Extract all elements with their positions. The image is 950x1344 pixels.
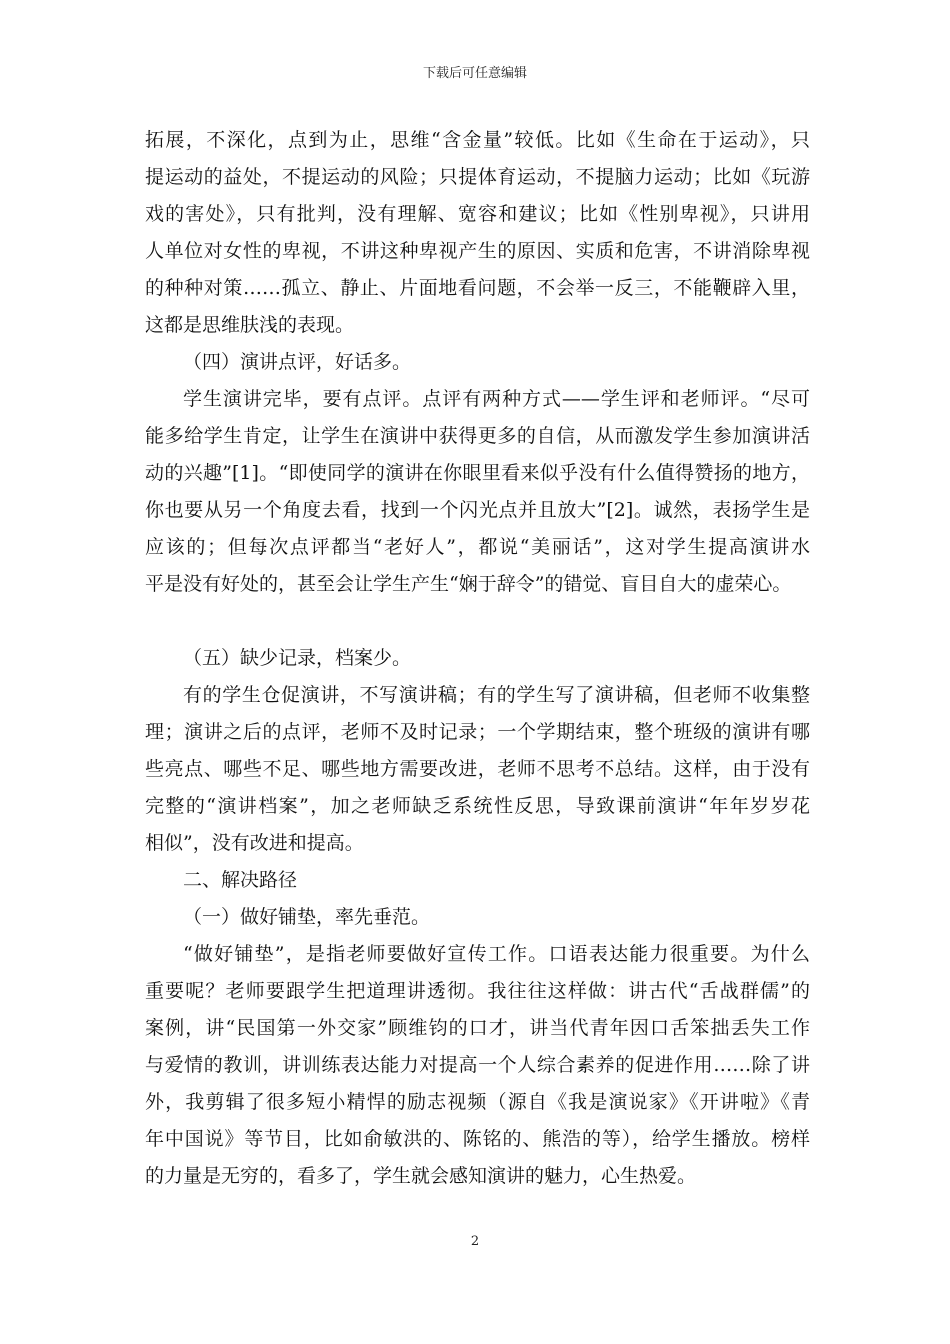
paragraph-line: 的力量是无穷的，看多了，学生就会感知演讲的魅力，心生热爱。 bbox=[145, 1165, 697, 1187]
paragraph-line: 与爱情的教训，讲训练表达能力对提高一个人综合素养的促进作用……除了讲 bbox=[145, 1054, 810, 1076]
section-heading: （一）做好铺垫，率先垂范。 bbox=[183, 906, 431, 928]
paragraph-line: 理；演讲之后的点评，老师不及时记录；一个学期结束，整个班级的演讲有哪 bbox=[145, 721, 810, 743]
blank-line bbox=[145, 603, 810, 640]
paragraph-line: 的种种对策……孤立、静止、片面地看问题，不会举一反三，不能鞭辟入里， bbox=[145, 277, 810, 299]
paragraph-line: 拓展，不深化，点到为止，思维“含金量”较低。比如《生命在于运动》，只 bbox=[145, 129, 810, 151]
paragraph-line: 戏的害处》，只有批判，没有理解、宽容和建议；比如《性别卑视》，只讲用 bbox=[145, 203, 810, 225]
paragraph-line: 些亮点、哪些不足、哪些地方需要改进，老师不思考不总结。这样，由于没有 bbox=[145, 758, 810, 780]
paragraph-line: 完整的“演讲档案”，加之老师缺乏系统性反思，导致课前演讲“年年岁岁花 bbox=[145, 795, 810, 817]
page-number: 2 bbox=[470, 1234, 480, 1249]
section-heading: 二、解决路径 bbox=[183, 869, 298, 891]
paragraph-line: 有的学生仓促演讲，不写演讲稿；有的学生写了演讲稿，但老师不收集整 bbox=[183, 684, 810, 706]
paragraph-line: 平是没有好处的，甚至会让学生产生“娴于辞令”的错觉、盲目自大的虚荣心。 bbox=[145, 573, 792, 595]
paragraph-line: 动的兴趣”[1]。“即使同学的演讲在你眼里看来似乎没有什么值得赞扬的地方， bbox=[145, 462, 810, 484]
paragraph-line: “做好铺垫”，是指老师要做好宣传工作。口语表达能力很重要。为什么 bbox=[183, 943, 810, 965]
paragraph-line: 重要呢？老师要跟学生把道理讲透彻。我往往这样做：讲古代“舌战群儒”的 bbox=[145, 980, 810, 1002]
section-heading: （四）演讲点评，好话多。 bbox=[183, 351, 412, 373]
paragraph-line: 案例，讲“民国第一外交家”顾维钧的口才，讲当代青年因口舌笨拙丢失工作 bbox=[145, 1017, 810, 1039]
section-heading: （五）缺少记录，档案少。 bbox=[183, 647, 412, 669]
paragraph-line: 你也要从另一个角度去看，找到一个闪光点并且放大”[2]。诚然，表扬学生是 bbox=[145, 499, 810, 521]
document-body bbox=[145, 122, 810, 1195]
paragraph-line: 外，我剪辑了很多短小精悍的励志视频（源自《我是演说家》《开讲啦》《青 bbox=[145, 1091, 810, 1113]
paragraph-line: 提运动的益处，不提运动的风险；只提体育运动，不提脑力运动；比如《玩游 bbox=[145, 166, 810, 188]
paragraph-line: 相似”，没有改进和提高。 bbox=[145, 832, 364, 854]
paragraph-line: 应该的；但每次点评都当“老好人”，都说“美丽话”，这对学生提高演讲水 bbox=[145, 536, 810, 558]
paragraph-line: 能多给学生肯定，让学生在演讲中获得更多的自信，从而激发学生参加演讲活 bbox=[145, 425, 810, 447]
paragraph-line: 这都是思维肤浅的表现。 bbox=[145, 314, 355, 336]
paragraph-line: 人单位对女性的卑视，不讲这种卑视产生的原因、实质和危害，不讲消除卑视 bbox=[145, 240, 810, 262]
paragraph-line: 年中国说》等节目，比如俞敏洪的、陈铭的、熊浩的等），给学生播放。榜样 bbox=[145, 1128, 810, 1150]
page-header: 下载后可任意编辑 bbox=[422, 66, 527, 81]
paragraph-line: 学生演讲完毕，要有点评。点评有两种方式——学生评和老师评。“尽可 bbox=[183, 388, 810, 410]
